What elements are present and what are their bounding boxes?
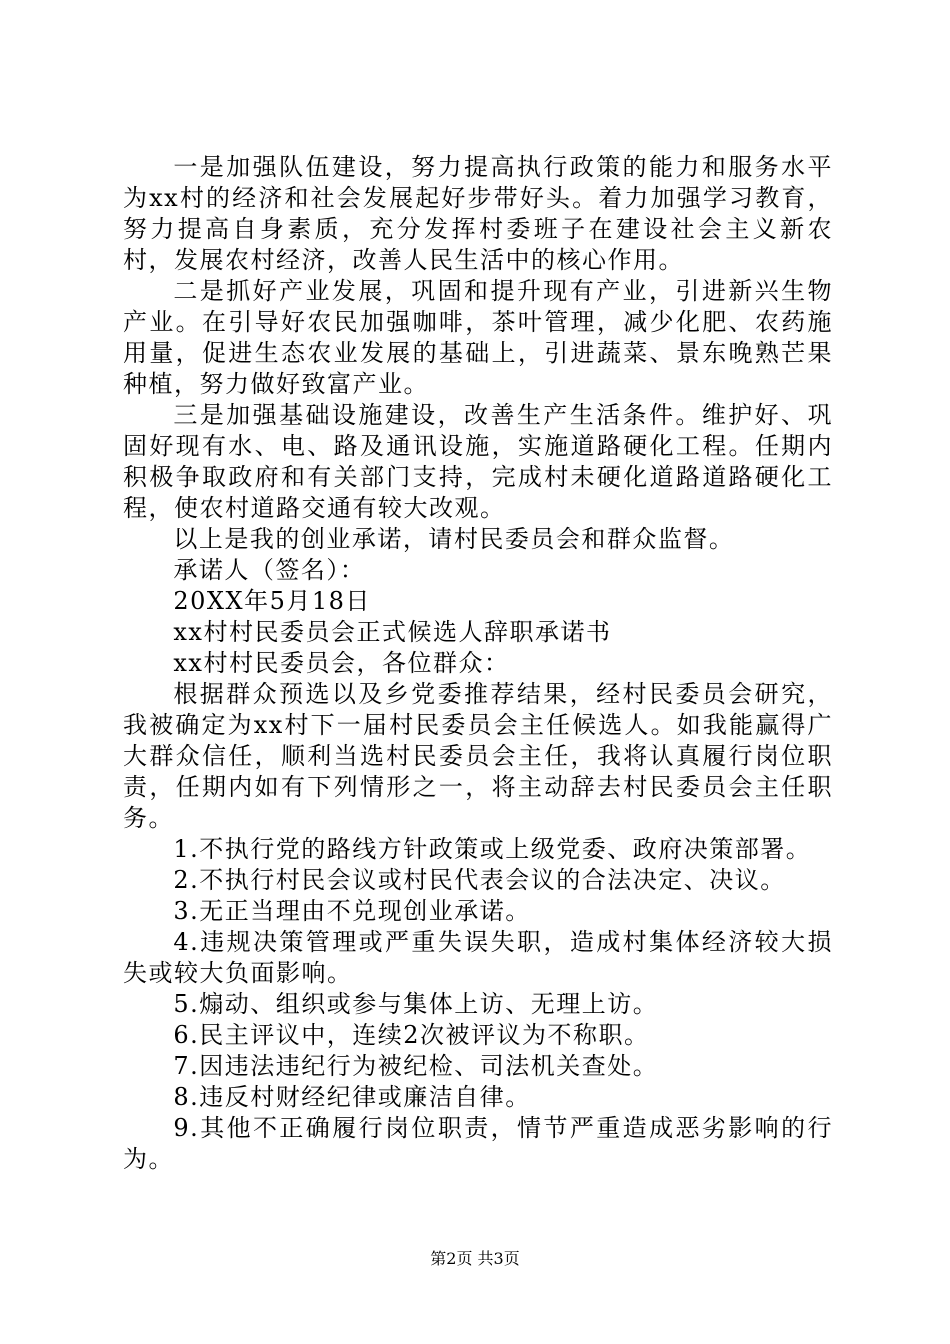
list-item: 1.不执行党的路线方针政策或上级党委、政府决策部署。	[173, 835, 812, 863]
list-item: 9.其他不正确履行岗位职责，情节严重造成恶劣影响的行为。	[123, 1114, 833, 1173]
signature-line: 承诺人（签名）：	[173, 556, 366, 584]
list-item: 3.无正当理由不兑现创业承诺。	[173, 897, 531, 925]
paragraph-resignation-intro: 根据群众预选以及乡党委推荐结果，经村民委员会研究，我被确定为xx村下一届村民委员会主任候选人。如我能赢得广大群众信任，顺利当选村民委员会主任，我将认真履行岗位职责，任期内如有下列情形之一，将主动辞去村民委员会主任职务。	[123, 680, 833, 832]
paragraph-infrastructure: 三是加强基础设施建设，改善生产生活条件。维护好、巩固好现有水、电、路及通讯设施，实施道路硬化工程。任期内积极争取政府和有关部门支持，完成村未硬化道路道路硬化工程，使农村道路交通有较大改观。	[123, 401, 833, 522]
paragraph-commitment-closing: 以上是我的创业承诺，请村民委员会和群众监督。	[173, 525, 735, 553]
list-item: 6.民主评议中，连续2次被评议为不称职。	[173, 1021, 650, 1049]
paragraph-industry-development: 二是抓好产业发展，巩固和提升现有产业，引进新兴生物产业。在引导好农民加强咖啡，茶叶管理，减少化肥、农药施用量，促进生态农业发展的基础上，引进蔬菜、景东晚熟芒果种植，努力做好致富产业。	[123, 277, 833, 398]
section-title: xx村村民委员会正式候选人辞职承诺书	[173, 618, 612, 646]
list-item: 4.违规决策管理或严重失误失职，造成村集体经济较大损失或较大负面影响。	[123, 928, 833, 987]
list-item: 5.煽动、组织或参与集体上访、无理上访。	[173, 990, 659, 1018]
salutation: xx村村民委员会，各位群众：	[173, 649, 510, 677]
list-item: 8.违反村财经纪律或廉洁自律。	[173, 1083, 531, 1111]
date-line: 20XX年5月18日	[173, 587, 371, 615]
list-item: 7.因违法违纪行为被纪检、司法机关查处。	[173, 1052, 659, 1080]
document-body	[123, 152, 833, 1175]
list-item: 2.不执行村民会议或村民代表会议的合法决定、决议。	[173, 866, 786, 894]
paragraph-team-building: 一是加强队伍建设，努力提高执行政策的能力和服务水平为xx村的经济和社会发展起好步带好头。着力加强学习教育，努力提高自身素质，充分发挥村委班子在建设社会主义新农村，发展农村经济，改善人民生活中的核心作用。	[123, 153, 833, 274]
page-footer: 第2页 共3页	[430, 1249, 520, 1268]
